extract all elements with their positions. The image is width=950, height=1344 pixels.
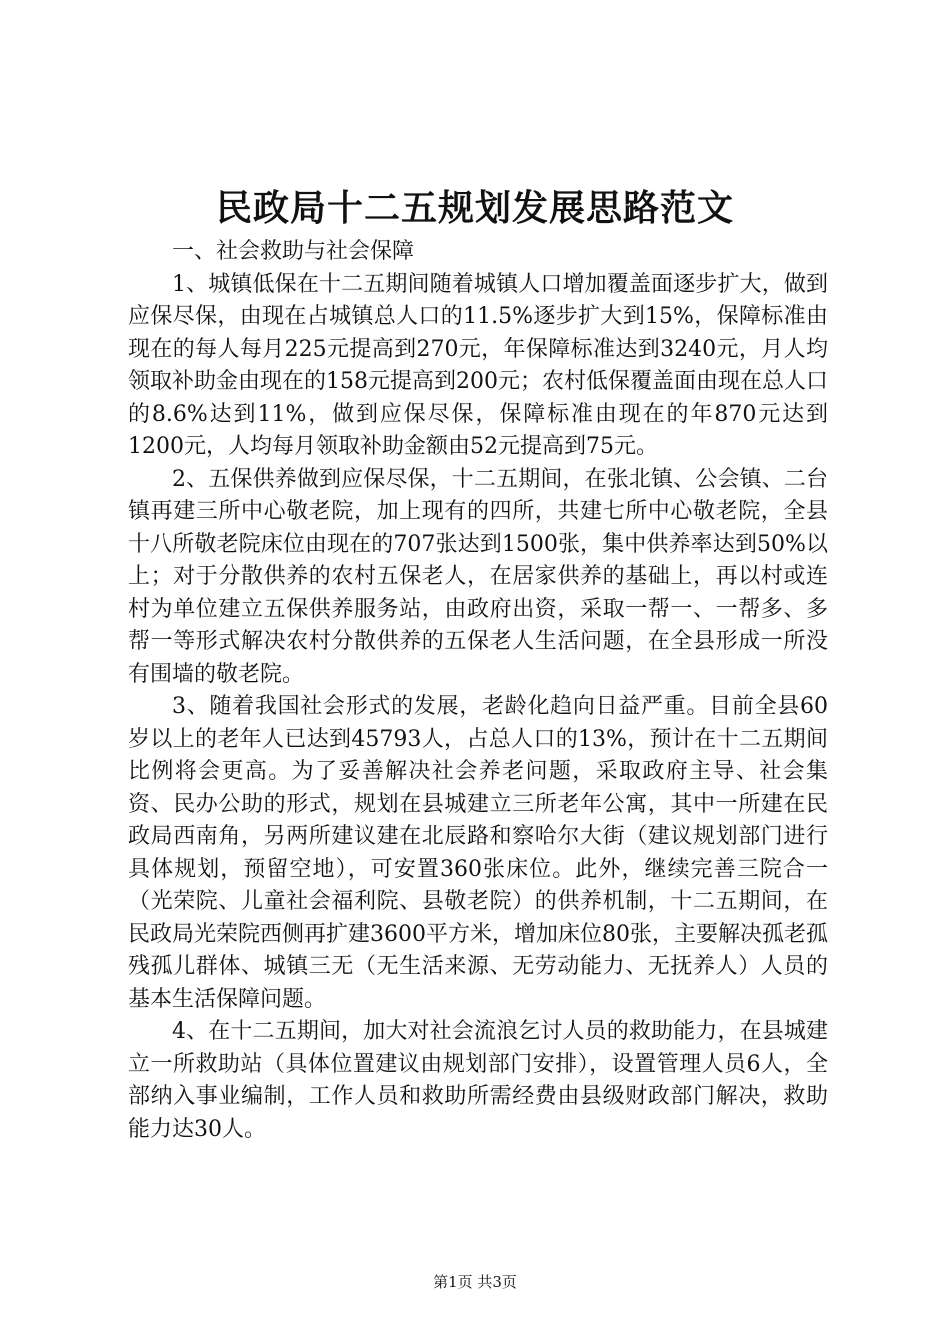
- document-title: 民政局十二五规划发展思路范文: [215, 187, 734, 229]
- paragraph-4: 4、在十二五期间，加大对社会流浪乞讨人员的救助能力，在县城建立一所救助站（具体位置建议由规划部门安排），设置管理人员6人，全部纳入事业编制，工作人员和救助所需经费由县级财政部门解决，救助能力达30人。: [128, 1019, 828, 1142]
- paragraph-3: 3、随着我国社会形式的发展，老龄化趋向日益严重。目前全县60岁以上的老年人已达到45793人，占总人口的13%，预计在十二五期间比例将会更高。为了妥善解决社会养老问题，采取政府主导、社会集资、民办公助的形式，规划在县城建立三所老年公寓，其中一所建在民政局西南角，另两所建议建在北辰路和察哈尔大街（建议规划部门进行具体规划，预留空地），可安置360张床位。此外，继续完善三院合一（光荣院、儿童社会福利院、县敬老院）的供养机制，十二五期间，在民政局光荣院西侧再扩建3600平方米，增加床位80张，主要解决孤老孤残孤儿群体、城镇三无（无生活来源、无劳动能力、无抚养人）人员的基本生活保障问题。: [128, 694, 828, 1012]
- section-heading: 一、社会救助与社会保障: [172, 239, 415, 264]
- document-body: [128, 236, 828, 1146]
- paragraph-1: 1、城镇低保在十二五期间随着城镇人口增加覆盖面逐步扩大，做到应保尽保，由现在占城镇总人口的11.5%逐步扩大到15%，保障标准由现在的每人每月225元提高到270元，年保障标准达到3240元，月人均领取补助金由现在的158元提高到200元；农村低保覆盖面由现在总人口的8.6%达到11%，做到应保尽保，保障标准由现在的年870元达到1200元，人均每月领取补助金额由52元提高到75元。: [128, 271, 828, 459]
- paragraph-2: 2、五保供养做到应保尽保，十二五期间，在张北镇、公会镇、二台镇再建三所中心敬老院，加上现有的四所，共建七所中心敬老院，全县十八所敬老院床位由现在的707张达到1500张，集中供养率达到50%以上；对于分散供养的农村五保老人，在居家供养的基础上，再以村或连村为单位建立五保供养服务站，由政府出资，采取一帮一、一帮多、多帮一等形式解决农村分散供养的五保老人生活问题，在全县形成一所没有围墙的敬老院。: [128, 466, 828, 687]
- page-footer: 第1页 共3页: [433, 1273, 517, 1291]
